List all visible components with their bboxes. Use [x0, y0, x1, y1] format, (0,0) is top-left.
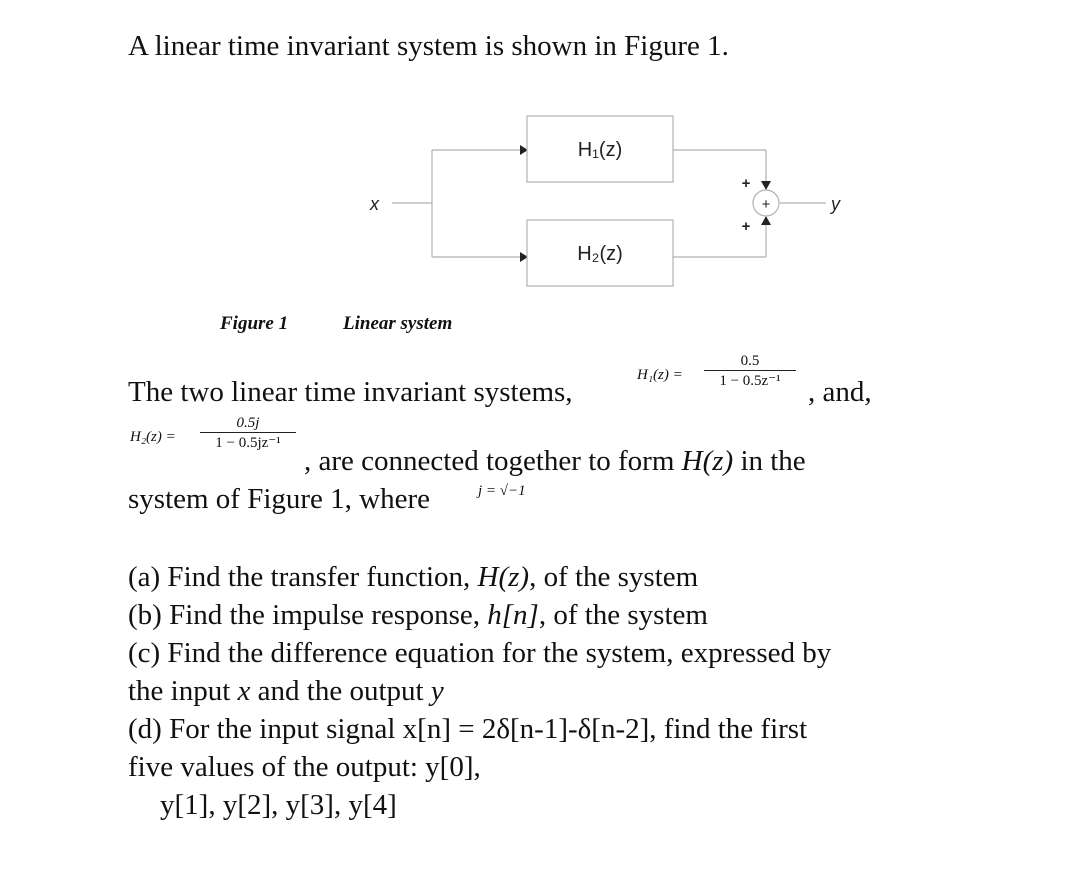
line2-post: in the: [733, 445, 806, 477]
h2-lhs: H₂(z) =: [130, 429, 176, 445]
question-c-y: y: [430, 675, 444, 707]
line2-pre: , are connected together to form: [304, 445, 682, 477]
question-d-line3: y[1], y[2], y[3], y[4]: [160, 789, 397, 821]
question-b-post: , of the system: [538, 599, 708, 631]
question-d-line2: five values of the output: y[0],: [128, 751, 481, 783]
description-line3: system of Figure 1, where: [128, 483, 431, 515]
and-text: , and,: [808, 376, 872, 408]
question-b-var: h[n]: [487, 599, 539, 631]
question-c-line1: (c) Find the difference equation for the system, expressed by: [128, 637, 832, 669]
question-d-line1: (d) For the input signal x[n] = 2δ[n-1]-δ[n-2], find the first: [128, 713, 808, 745]
question-c-x: x: [237, 675, 251, 707]
adder-symbol: +: [761, 196, 771, 213]
description-line2: [304, 447, 806, 476]
sign-top: +: [741, 175, 751, 192]
question-b: [128, 601, 708, 630]
h2-fraction: [200, 415, 296, 452]
sign-bottom: +: [741, 218, 751, 235]
question-c-line2: [128, 677, 444, 706]
block1-label: H₁(z): [577, 139, 623, 161]
intro-text: A linear time invariant system is shown in Figure 1.: [128, 30, 729, 62]
output-label: y: [831, 194, 840, 214]
h2-numerator: 0.5j: [236, 415, 260, 431]
question-a-pre: (a) Find the transfer function,: [128, 561, 478, 593]
input-label: x: [370, 194, 379, 214]
h1-numerator: 0.5: [740, 353, 760, 369]
j-definition: j = √−1: [478, 483, 526, 499]
h1-denominator: 1 − 0.5z⁻¹: [704, 370, 796, 390]
question-a: [128, 563, 698, 592]
figure-caption-title: Linear system: [343, 313, 453, 334]
block2-label: H₂(z): [577, 243, 623, 265]
question-b-pre: (b) Find the impulse response,: [128, 599, 488, 631]
h2-denominator: 1 − 0.5jz⁻¹: [200, 432, 296, 452]
question-c-pre: the input: [128, 675, 238, 707]
block-diagram: [0, 0, 1080, 320]
question-c-mid: and the output: [250, 675, 431, 707]
h1-lhs: H₁(z) =: [637, 367, 683, 383]
h1-fraction: [704, 353, 796, 390]
description-line1: The two linear time invariant systems,: [128, 376, 573, 408]
figure-caption-number: Figure 1: [220, 313, 289, 334]
line2-hz: H(z): [681, 445, 734, 477]
question-a-post: , of the system: [529, 561, 699, 593]
question-a-var: H(z): [477, 561, 530, 593]
